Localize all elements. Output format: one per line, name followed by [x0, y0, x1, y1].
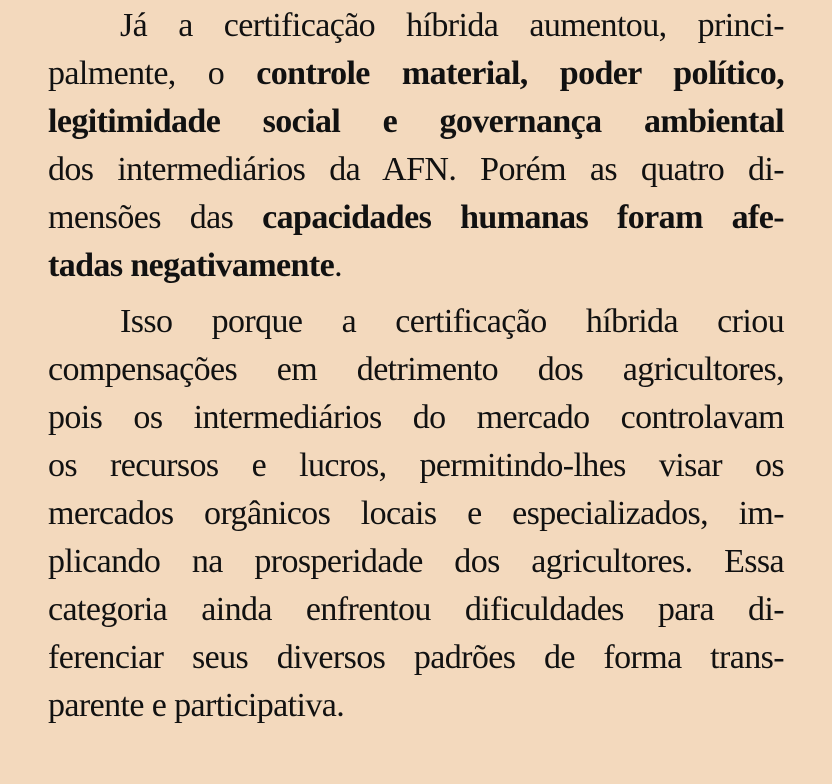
- text: plicando na prosperidade dos agricultores. Essa: [48, 543, 784, 580]
- text-line: [48, 242, 784, 290]
- text-line: [48, 50, 784, 98]
- text: categoria ainda enfrentou dificuldades para di-: [48, 591, 784, 628]
- text-line: [48, 442, 784, 490]
- text: mensões das: [48, 199, 263, 236]
- paragraph-2: [48, 298, 784, 730]
- text-line: [48, 586, 784, 634]
- text: mercados orgânicos locais e especializados, im-: [48, 495, 784, 532]
- bold-text: legitimidade social e governança ambiental: [48, 103, 784, 140]
- bold-text: tadas negativamente: [48, 247, 335, 284]
- text-line: [48, 98, 784, 146]
- text-line: [48, 394, 784, 442]
- text: palmente, o: [48, 55, 257, 92]
- text-line: [48, 146, 784, 194]
- bold-text: capacidades humanas foram afe-: [262, 199, 784, 236]
- text: dos intermediários da AFN. Porém as quatro di-: [48, 151, 784, 188]
- text-line: [48, 634, 784, 682]
- text-line: [48, 194, 784, 242]
- paragraph-1: [48, 2, 784, 290]
- text: compensações em detrimento dos agricultores,: [48, 351, 784, 388]
- text-line: [48, 490, 784, 538]
- text: Isso porque a certificação híbrida criou: [120, 303, 784, 340]
- text: parente e participativa.: [48, 687, 345, 724]
- text-line: [48, 538, 784, 586]
- text-line: [48, 298, 784, 346]
- text-line: [48, 346, 784, 394]
- text: os recursos e lucros, permitindo-lhes visar os: [48, 447, 784, 484]
- text: .: [334, 247, 342, 284]
- text: ferenciar seus diversos padrões de forma trans-: [48, 639, 784, 676]
- text-line: [48, 2, 784, 50]
- bold-text: controle material, poder político,: [256, 55, 784, 92]
- text: Já a certificação híbrida aumentou, princi-: [120, 7, 784, 44]
- text-line: [48, 682, 784, 730]
- text: pois os intermediários do mercado controlavam: [48, 399, 784, 436]
